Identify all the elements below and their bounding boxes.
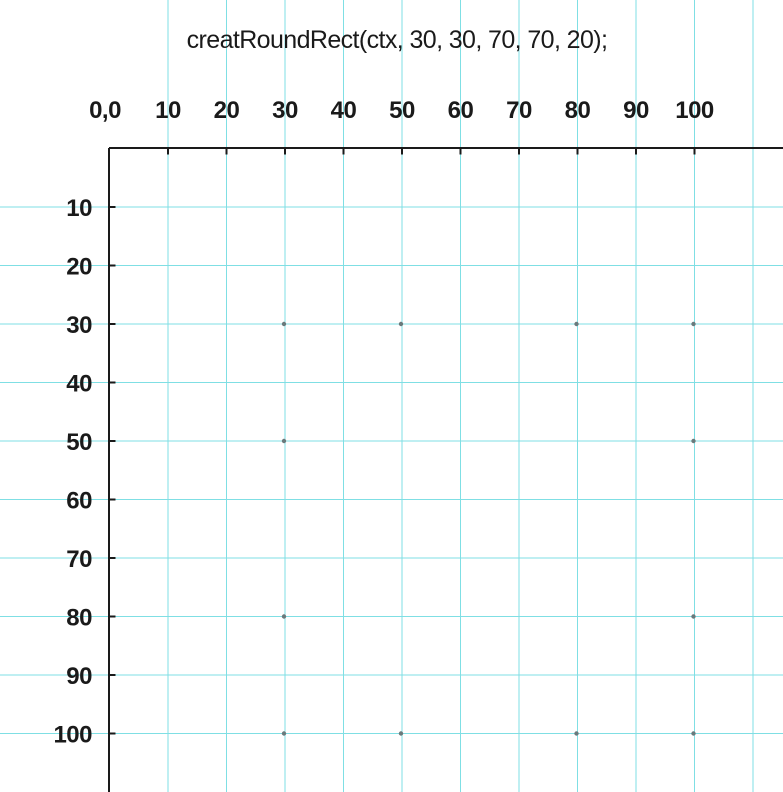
y-tick-label: 40: [66, 370, 92, 398]
x-tick-label: 90: [623, 97, 649, 124]
x-tick-label: 30: [272, 97, 298, 124]
control-point: [691, 439, 695, 443]
x-tick-label: 50: [389, 97, 415, 124]
y-tick-label: 80: [66, 604, 92, 632]
y-tick-label: 20: [66, 253, 92, 281]
y-tick-label: 70: [66, 546, 92, 573]
control-point: [574, 322, 578, 326]
y-tick-label: 100: [53, 721, 92, 749]
y-tick-label: 10: [66, 195, 92, 222]
control-point: [691, 731, 695, 735]
x-tick-label: 80: [564, 97, 591, 124]
y-tick-label: 30: [66, 312, 92, 339]
control-point: [282, 322, 286, 326]
origin-label: 0,0: [89, 97, 121, 124]
control-point: [691, 322, 695, 326]
code-title: creatRoundRect(ctx, 30, 30, 70, 70, 20);: [186, 26, 608, 54]
x-tick-label: 60: [447, 97, 474, 124]
control-point: [282, 614, 286, 618]
control-point: [691, 614, 695, 618]
x-tick-label: 100: [675, 97, 714, 124]
x-tick-label: 20: [213, 97, 240, 124]
y-tick-label: 50: [66, 429, 92, 456]
x-tick-label: 10: [155, 97, 181, 124]
control-point: [282, 439, 286, 443]
control-point: [282, 731, 286, 735]
x-tick-label: 70: [506, 97, 532, 124]
control-point: [399, 322, 403, 326]
y-tick-label: 90: [66, 663, 92, 690]
y-tick-label: 60: [66, 487, 92, 515]
x-tick-label: 40: [330, 97, 357, 124]
control-point: [399, 731, 403, 735]
control-point: [574, 731, 578, 735]
